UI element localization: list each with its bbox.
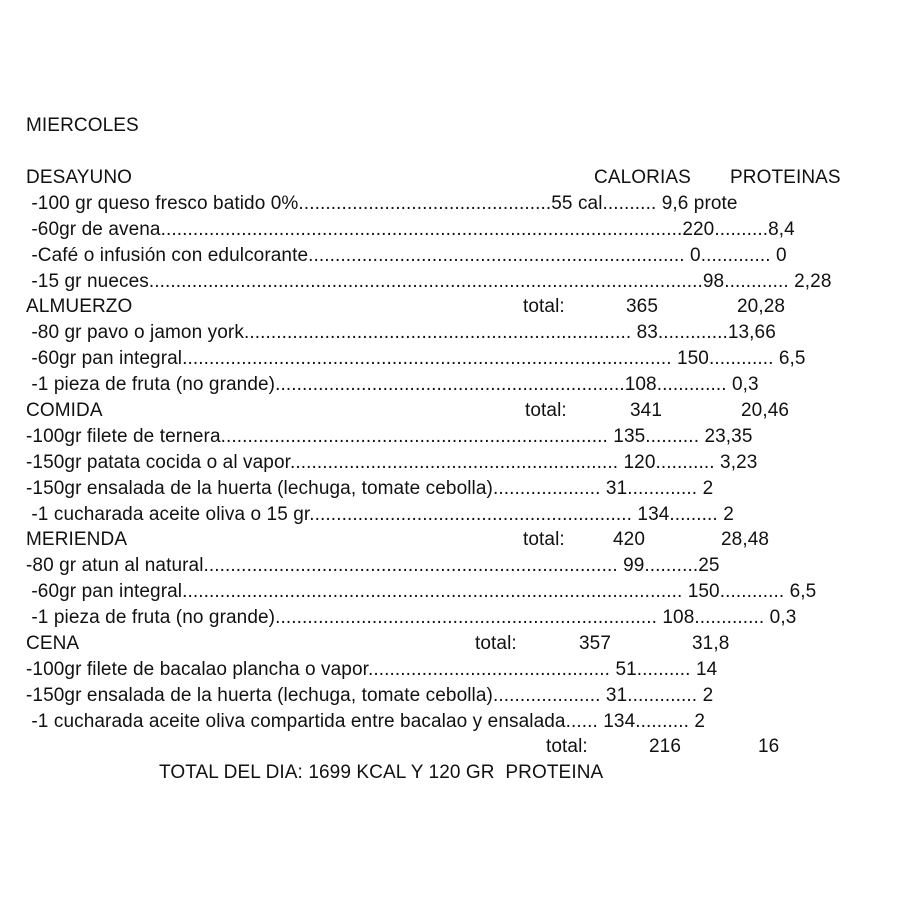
column-header-proteins: PROTEINAS	[730, 167, 841, 188]
merienda-total-proteins: 31,8	[692, 633, 730, 654]
comida-total-calories: 420	[613, 529, 646, 550]
food-line: -100gr filete de bacalao plancha o vapor............................................. 51.......... 14	[26, 659, 718, 680]
food-line: -100 gr queso fresco batido 0%...............................................55 cal.......... 9,6 prote	[26, 193, 738, 214]
food-line: -1 pieza de fruta (no grande)....................................................................... 108............. 0,3	[26, 607, 797, 628]
section-title-almuerzo: ALMUERZO	[26, 296, 133, 317]
food-line: -150gr ensalada de la huerta (lechuga, tomate cebolla).................... 31............. 2	[26, 478, 714, 499]
food-line: -60gr pan integral........................................................................................... 150............ 6,5	[26, 348, 806, 369]
total-label: total:	[523, 529, 565, 550]
almuerzo-total-proteins: 20,46	[741, 400, 790, 421]
total-label: total:	[546, 736, 588, 757]
total-label: total:	[523, 296, 565, 317]
food-line: -15 gr nueces.......................................................................................................98............ 2,28	[26, 271, 832, 292]
merienda-total-calories: 357	[579, 633, 612, 654]
cena-total-proteins: 16	[758, 736, 780, 757]
section-title-cena: CENA	[26, 633, 80, 654]
day-total: TOTAL DEL DIA: 1699 KCAL Y 120 GR PROTEINA	[159, 762, 604, 783]
food-line: -60gr de avena.................................................................................................220..........8,4	[26, 219, 795, 240]
food-line: -Café o infusión con edulcorante...................................................................... 0............. 0	[26, 245, 787, 266]
food-line: -150gr ensalada de la huerta (lechuga, tomate cebolla).................... 31............. 2	[26, 685, 714, 706]
food-line: -1 cucharada aceite oliva compartida entre bacalao y ensalada...... 134.......... 2	[26, 711, 706, 732]
section-title-comida: COMIDA	[26, 400, 103, 421]
total-label: total:	[525, 400, 567, 421]
food-line: -60gr pan integral............................................................................................. 150............ 6,5	[26, 581, 817, 602]
day-title: MIERCOLES	[26, 115, 139, 136]
section-title-desayuno: DESAYUNO	[26, 167, 133, 188]
total-label: total:	[475, 633, 517, 654]
food-line: -100gr filete de ternera........................................................................ 135.......... 23,35	[26, 426, 753, 447]
food-line: -80 gr atun al natural............................................................................. 99..........25	[26, 555, 720, 576]
column-header-calories: CALORIAS	[594, 167, 691, 188]
food-line: -1 cucharada aceite oliva o 15 gr............................................................ 134......... 2	[26, 504, 734, 525]
desayuno-total-calories: 365	[626, 296, 659, 317]
comida-total-proteins: 28,48	[721, 529, 770, 550]
food-line: -80 gr pavo o jamon york........................................................................ 83.............13,66	[26, 322, 776, 343]
food-line: -1 pieza de fruta (no grande).................................................................108............. 0,3	[26, 374, 759, 395]
almuerzo-total-calories: 341	[630, 400, 663, 421]
section-title-merienda: MERIENDA	[26, 529, 128, 550]
cena-total-calories: 216	[649, 736, 682, 757]
desayuno-total-proteins: 20,28	[737, 296, 786, 317]
food-line: -150gr patata cocida o al vapor............................................................. 120........... 3,23	[26, 452, 758, 473]
